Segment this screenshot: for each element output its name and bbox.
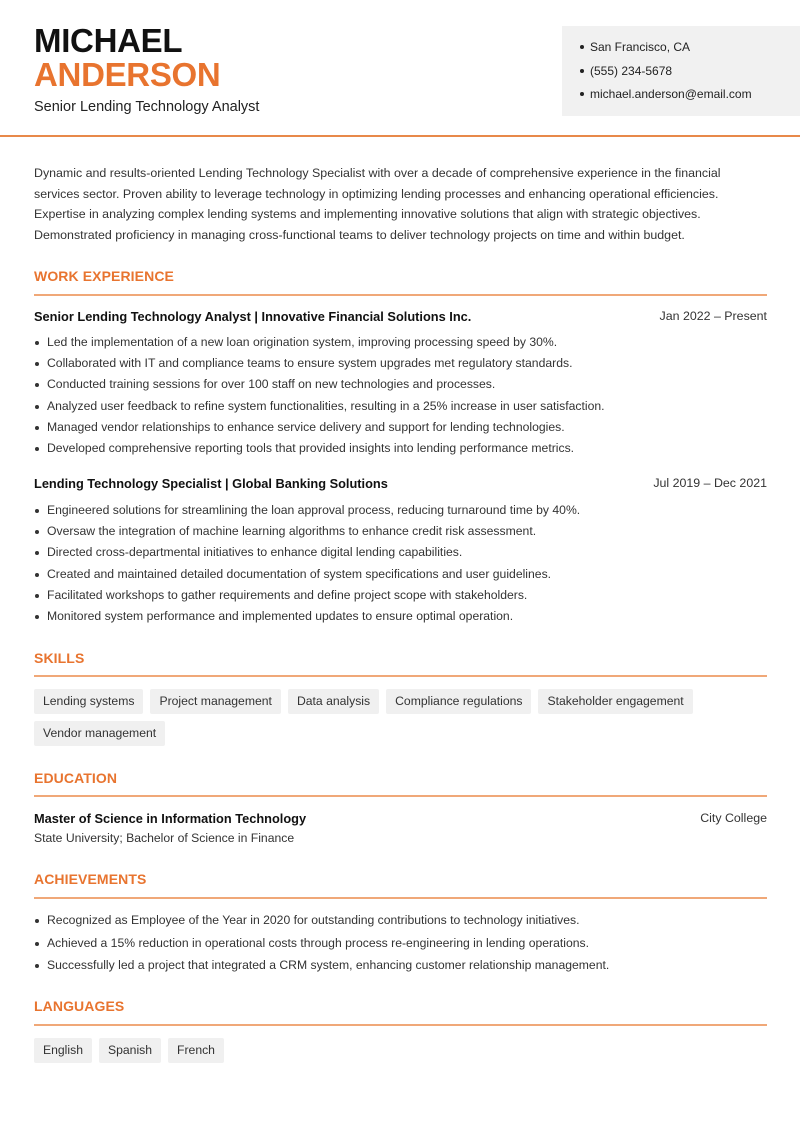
- list-item: Conducted training sessions for over 100 staff on new technologies and processes.: [34, 374, 774, 395]
- education-detail: State University; Bachelor of Science in Finance: [34, 831, 295, 845]
- contact-location: San Francisco, CA: [580, 36, 800, 60]
- list-item: Developed comprehensive reporting tools that provided insights into lending performance metrics.: [34, 438, 774, 459]
- resume-header: [0, 0, 800, 137]
- section-title-skills: SKILLS: [34, 650, 85, 666]
- section-divider: [34, 795, 767, 797]
- list-item: Led the implementation of a new loan origination system, improving processing speed by 30%.: [34, 332, 774, 353]
- languages-list: [34, 1038, 774, 1070]
- list-item: Collaborated with IT and compliance teams to ensure system upgrades met regulatory standards.: [34, 353, 774, 374]
- list-item: Achieved a 15% reduction in operational costs through process re-engineering in lending operations.: [34, 933, 774, 956]
- skill-chip: Vendor management: [34, 721, 165, 746]
- first-name: MICHAEL: [34, 22, 183, 59]
- list-item: Facilitated workshops to gather requirements and define project scope with stakeholders.: [34, 585, 774, 606]
- list-item: Directed cross-departmental initiatives to enhance digital lending capabilities.: [34, 542, 774, 563]
- language-chip: English: [34, 1038, 92, 1063]
- achievements-list: [34, 910, 774, 978]
- job-title: Senior Lending Technology Analyst: [34, 99, 260, 115]
- list-item: Created and maintained detailed documentation of system specifications and user guidelines.: [34, 564, 774, 585]
- job-entry-date: Jan 2022 – Present: [659, 309, 767, 323]
- contact-list: [580, 36, 800, 107]
- education-degree: Master of Science in Information Technology: [34, 811, 307, 826]
- section-divider: [34, 675, 767, 677]
- section-title-achievements: ACHIEVEMENTS: [34, 871, 147, 887]
- section-title-work: WORK EXPERIENCE: [34, 268, 174, 284]
- professional-summary: Dynamic and results-oriented Lending Technology Specialist with over a decade of comprehensive experience in the financial services sector. Proven ability to leverage technology in optimizing lending processes and enhancing operational efficiencies. Expertise in analyzing complex lending systems and implementing innovative solutions that align with strategic objectives. Demonstrated proficiency in managing cross-functional teams to deliver technology projects on time and within budget.: [34, 166, 721, 242]
- list-item: Recognized as Employee of the Year in 2020 for outstanding contributions to technology initiatives.: [34, 910, 774, 933]
- section-divider: [34, 1024, 767, 1026]
- last-name: ANDERSON: [34, 56, 221, 93]
- section-divider: [34, 294, 767, 296]
- language-chip: French: [168, 1038, 224, 1063]
- job-bullet-list: [34, 332, 774, 459]
- list-item: Analyzed user feedback to refine system functionalities, resulting in a 25% increase in user satisfaction.: [34, 396, 774, 417]
- skill-chip: Lending systems: [34, 689, 143, 714]
- job-entry-title: Senior Lending Technology Analyst | Innovative Financial Solutions Inc.: [34, 309, 472, 324]
- list-item: Managed vendor relationships to enhance service delivery and support for lending technologies.: [34, 417, 774, 438]
- skill-chip: Data analysis: [288, 689, 379, 714]
- section-title-education: EDUCATION: [34, 770, 118, 786]
- job-bullet-list: [34, 500, 774, 627]
- education-school: City College: [700, 811, 767, 825]
- list-item: Oversaw the integration of machine learning algorithms to enhance credit risk assessment.: [34, 521, 774, 542]
- contact-phone: (555) 234-5678: [580, 60, 800, 84]
- skills-list: [34, 689, 774, 753]
- language-chip: Spanish: [99, 1038, 161, 1063]
- contact-box: [562, 26, 800, 116]
- skill-chip: Compliance regulations: [386, 689, 531, 714]
- section-title-languages: LANGUAGES: [34, 998, 125, 1014]
- skill-chip: Stakeholder engagement: [538, 689, 692, 714]
- list-item: Successfully led a project that integrated a CRM system, enhancing customer relationship management.: [34, 955, 774, 978]
- contact-email[interactable]: michael.anderson@email.com: [580, 83, 800, 107]
- list-item: Engineered solutions for streamlining the loan approval process, reducing turnaround time by 40%.: [34, 500, 774, 521]
- list-item: Monitored system performance and implemented updates to ensure optimal operation.: [34, 606, 774, 627]
- job-entry-title: Lending Technology Specialist | Global Banking Solutions: [34, 476, 388, 491]
- job-entry-date: Jul 2019 – Dec 2021: [653, 476, 767, 490]
- section-divider: [34, 897, 767, 899]
- skill-chip: Project management: [150, 689, 280, 714]
